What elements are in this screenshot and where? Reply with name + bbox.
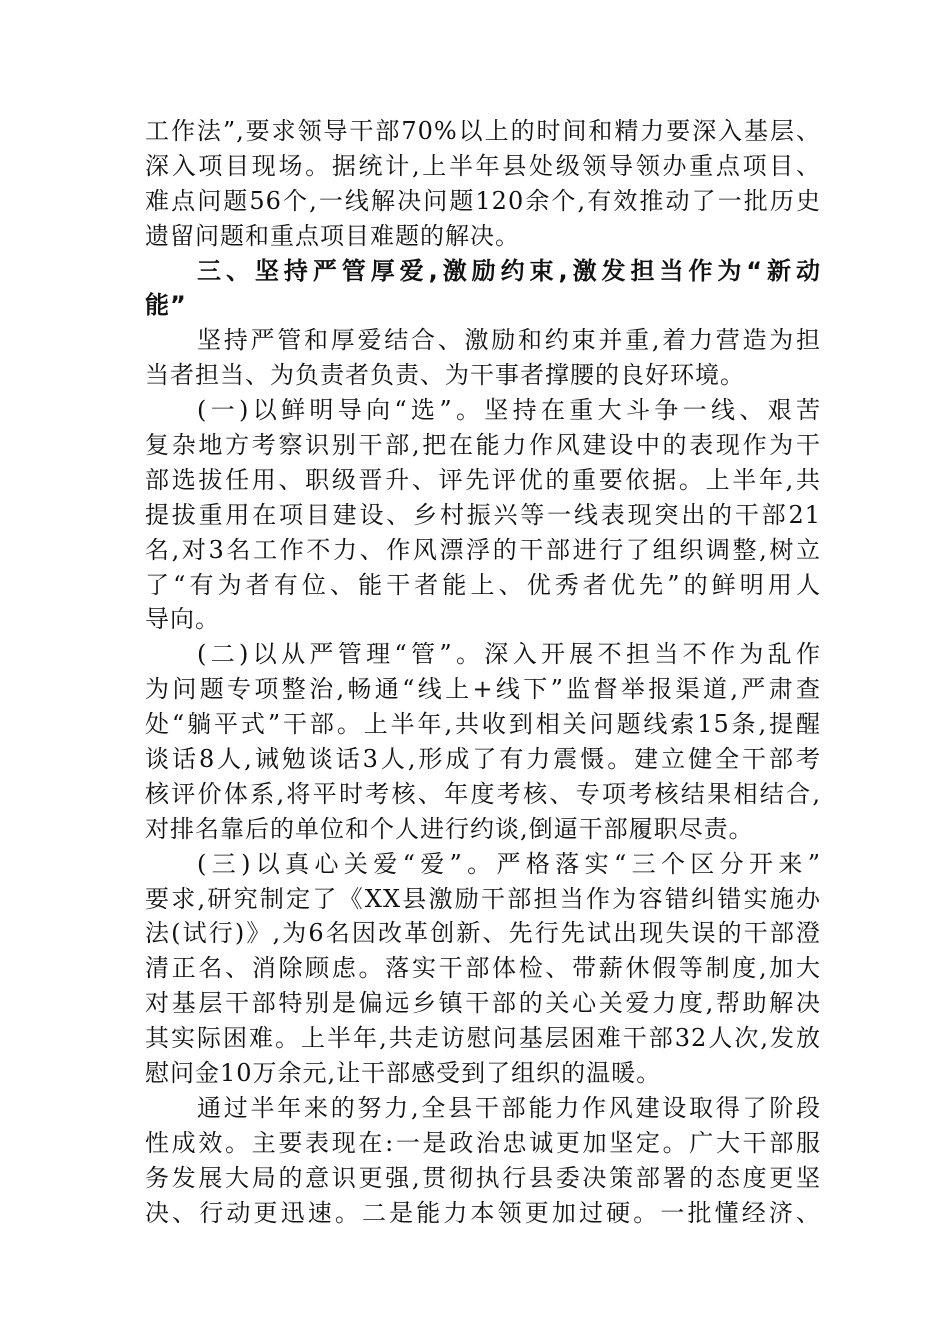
- text-line: 核评价体系,将平时考核、年度考核、专项考核结果相结合,: [145, 779, 821, 808]
- paragraph-section-3-intro: [145, 323, 821, 393]
- paragraph-summary: [145, 1091, 821, 1231]
- text-line: 深入项目现场。据统计,上半年县处级领导领办重点项目、: [145, 151, 821, 180]
- heading-line: 能”: [145, 291, 187, 320]
- heading-line: 三、坚持严管厚爱,激励约束,激发担当作为“新动: [197, 256, 821, 285]
- section-heading-3: [145, 254, 821, 324]
- text-line: 当者担当、为负责者负责、为干事者撑腰的良好环境。: [145, 361, 745, 390]
- text-line: 性成效。主要表现在:一是政治忠诚更加坚定。广大干部服: [145, 1128, 821, 1157]
- text-line: (一)以鲜明导向“选”。坚持在重大斗争一线、艰苦: [197, 396, 821, 425]
- document-page: [145, 114, 821, 1231]
- paragraph-intro-continuation: [145, 114, 821, 254]
- text-line: 坚持严管和厚爱结合、激励和约束并重,着力营造为担: [197, 326, 821, 355]
- text-line: 复杂地方考察识别干部,把在能力作风建设中的表现作为干: [145, 431, 821, 460]
- text-line: 难点问题56个,一线解决问题120余个,有效推动了一批历史: [145, 186, 821, 215]
- text-line: 法(试行)》,为6名因改革创新、先行先试出现失误的干部澄: [145, 919, 821, 948]
- paragraph-item-1-select: [145, 393, 821, 637]
- text-line: 工作法”,要求领导干部70%以上的时间和精力要深入基层、: [145, 117, 821, 145]
- paragraph-item-3-care: [145, 847, 821, 1091]
- text-line: 处“躺平式”干部。上半年,共收到相关问题线索15条,提醒: [145, 710, 821, 739]
- text-line: (三)以真心关爱“爱”。严格落实“三个区分开来”: [197, 849, 821, 878]
- text-line: 其实际困难。上半年,共走访慰问基层困难干部32人次,发放: [145, 1024, 821, 1053]
- text-line: 清正名、消除顾虑。落实干部体检、带薪休假等制度,加大: [145, 954, 821, 983]
- text-line: 要求,研究制定了《XX县激励干部担当作为容错纠错实施办: [145, 884, 821, 913]
- text-line: 部选拔任用、职级晋升、评先评优的重要依据。上半年,共: [145, 465, 821, 494]
- text-line: 遗留问题和重点项目难题的解决。: [145, 221, 520, 250]
- text-line: 慰问金10万余元,让干部感受到了组织的温暖。: [145, 1059, 662, 1088]
- text-line: 决、行动更迅速。二是能力本领更加过硬。一批懂经济、: [145, 1198, 821, 1227]
- text-line: 了“有为者有位、能干者能上、优秀者优先”的鲜明用人: [145, 570, 821, 599]
- text-line: 对排名靠后的单位和个人进行约谈,倒逼干部履职尽责。: [145, 814, 754, 843]
- paragraph-item-2-manage: [145, 637, 821, 846]
- text-line: 务发展大局的意识更强,贯彻执行县委决策部署的态度更坚: [145, 1163, 821, 1192]
- text-line: 通过半年来的努力,全县干部能力作风建设取得了阶段: [197, 1093, 821, 1122]
- text-line: 为问题专项整治,畅通“线上+线下”监督举报渠道,严肃查: [145, 675, 821, 704]
- text-line: 谈话8人,诫勉谈话3人,形成了有力震慑。建立健全干部考: [145, 745, 821, 774]
- text-line: 提拔重用在项目建设、乡村振兴等一线表现突出的干部21: [145, 500, 821, 529]
- text-line: (二)以从严管理“管”。深入开展不担当不作为乱作: [197, 640, 821, 669]
- text-line: 对基层干部特别是偏远乡镇干部的关心关爱力度,帮助解决: [145, 989, 821, 1018]
- text-line: 名,对3名工作不力、作风漂浮的干部进行了组织调整,树立: [145, 535, 821, 564]
- text-line: 导向。: [145, 605, 220, 634]
